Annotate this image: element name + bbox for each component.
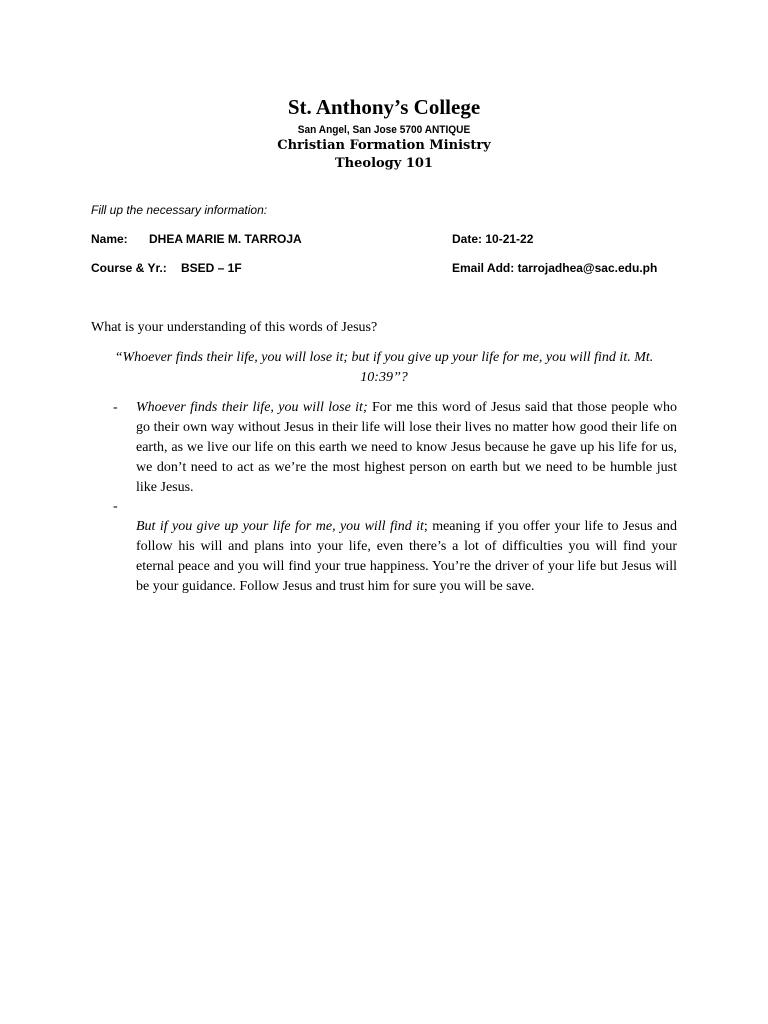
answer-text: For me this word of Jesus said that those people who go their own way without Jesus in their life will lose their lives no matter how good their life on earth, as we live our life on this earth we need to know Jesus because he gave up his life for us, we don’t need to act as we’re the most highest person on earth but we need to be humble just like Jesus. [136, 400, 677, 495]
date-label: Date: [452, 232, 483, 246]
name-label: Name: [91, 232, 128, 246]
course-label: Course & Yr.: [91, 261, 167, 275]
email-field [452, 261, 657, 275]
date-value: 10-21-22 [485, 232, 534, 246]
course-value: BSED – 1F [181, 261, 242, 275]
info-row-name-date [91, 232, 691, 246]
date-field [452, 232, 533, 246]
form-instruction: Fill up the necessary information: [91, 203, 268, 217]
ministry-name: Christian Formation Ministry [277, 138, 491, 153]
answer-body [136, 517, 677, 597]
answer-body [136, 398, 677, 498]
bullet-dash: - [113, 400, 118, 415]
name-value: DHEA MARIE M. TARROJA [149, 232, 302, 246]
bible-quote: “Whoever finds their life, you will lose it; but if you give up your life for me, you will find it. Mt. 10:39’’? [114, 350, 654, 385]
answer-item [91, 398, 677, 498]
email-label: Email Add: [452, 261, 515, 275]
document-header [0, 94, 768, 173]
course-title: Theology 101 [335, 156, 433, 171]
info-row-course-email [91, 261, 691, 275]
answer-item [91, 517, 677, 597]
question-text: What is your understanding of this words of Jesus? [91, 320, 378, 335]
answer-lead: But if you give up your life for me, you will find it [136, 519, 424, 534]
answer-text: ; meaning if you offer your life to Jesus and follow his will and plans into your life, even there’s a lot of difficulties you will find your eternal peace and you will find your true happiness. You’re the driver of your life but Jesus will be your guidance. Follow Jesus and trust him for sure you will be save. [136, 519, 677, 594]
bullet-dash: - [113, 499, 118, 514]
email-value: tarrojadhea@sac.edu.ph [517, 261, 658, 275]
answer-lead: Whoever finds their life, you will lose it; [136, 400, 368, 415]
college-address: San Angel, San Jose 5700 ANTIQUE [297, 124, 471, 136]
college-name: St. Anthony’s College [287, 95, 481, 119]
